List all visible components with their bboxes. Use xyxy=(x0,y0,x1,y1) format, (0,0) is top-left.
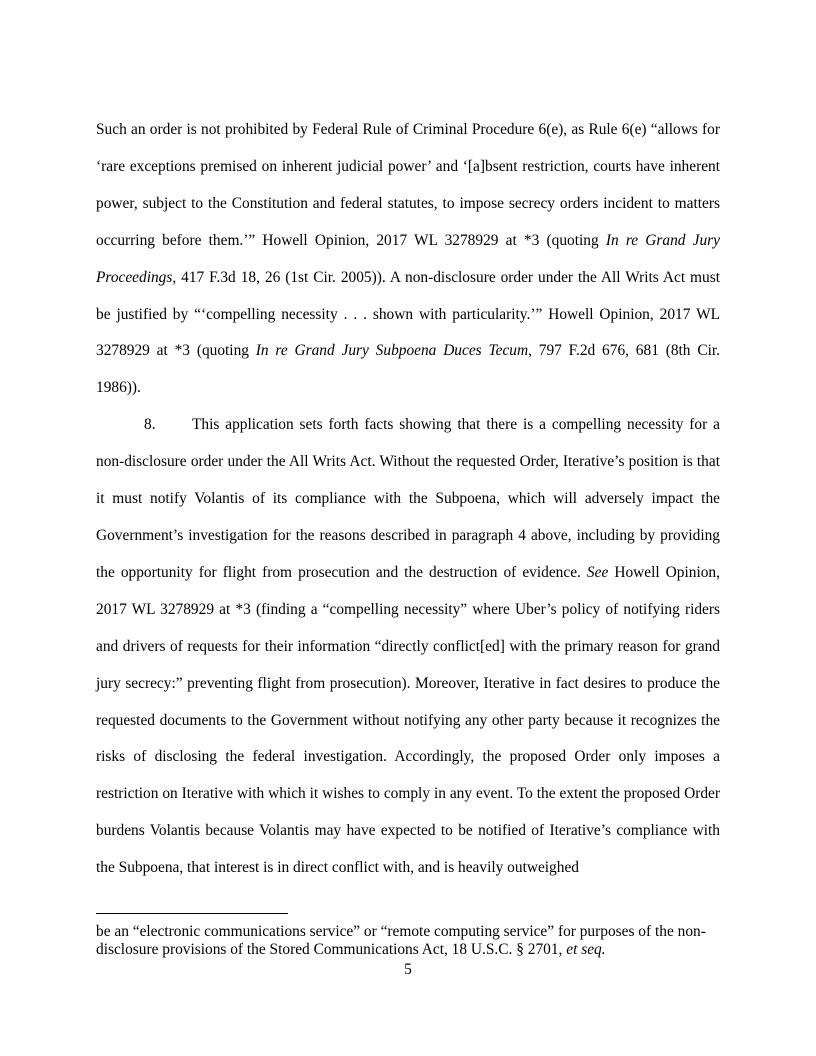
case-citation: In re Grand Jury Proceedings xyxy=(96,231,720,286)
case-citation: In re Grand Jury Subpoena Duces Tecum xyxy=(255,342,529,360)
footnote-text xyxy=(96,923,736,959)
text-segment: be an “electronic communications service” or “remote computing service” for purposes of the non-disclosure provisions of the Stored Communications Act, 18 U.S.C. § 2701, xyxy=(96,923,706,958)
footnote xyxy=(96,923,736,959)
continued-paragraph xyxy=(96,112,720,407)
body-text xyxy=(96,112,720,887)
text-segment: This application sets forth facts showing that there is a compelling necessity for a non-disclosure order under the All Writs Act. Without the requested Order, Iterative’s position is that it must notify Volantis of its compliance with the Subpoena, which will adversely impact the Government’s investigation for the reasons described in paragraph 4 above, including by providing the opportunity for flight from prosecution and the destruction of evidence. xyxy=(96,416,720,581)
paragraph-8 xyxy=(96,407,720,887)
text-segment: Such an order is not prohibited by Federal Rule of Criminal Procedure 6(e), as Rule 6(e) “allows for ‘rare exceptions premised on inherent judicial power’ and ‘[a]bsent restriction, courts have inherent power, subject to the Constitution and federal statutes, to impose secrecy orders incident to matters occurring before them.’” Howell Opinion, 2017 WL 3278929 at *3 (quoting xyxy=(96,121,720,249)
footnote-divider xyxy=(96,913,288,914)
text-segment: , 797 F.2d 676, 681 (8th Cir. 1986)). xyxy=(96,342,720,397)
text-segment: , 417 F.3d 18, 26 (1st Cir. 2005)). A non-disclosure order under the All Writs Act must be justified by “‘compelling necessity . . . shown with particularity.’” Howell Opinion, 2017 WL 3278929 at *3 (quoting xyxy=(96,268,720,360)
text-segment: Howell Opinion, 2017 WL 3278929 at *3 (finding a “compelling necessity” where Uber’s policy of notifying riders and drivers of requests for their information “directly conflict[ed] with the primary reason for grand jury secrecy:” preventing flight from prosecution). Moreover, Iterative in fact desires to produce the requested documents to the Government without notifying any other party because it recognizes the risks of disclosing the federal investigation. Accordingly, the proposed Order only imposes a restriction on Iterative with which it wishes to comply in any event. To the extent the proposed Order burdens Volantis because Volantis may have expected to be notified of Iterative’s compliance with the Subpoena, that interest is in direct conflict with, and is heavily outweighed xyxy=(96,563,720,877)
paragraph-number: 8. xyxy=(144,416,156,434)
page-number: 5 xyxy=(404,961,412,978)
signal-word: See xyxy=(586,563,609,581)
latin-term: et seq. xyxy=(566,941,606,958)
